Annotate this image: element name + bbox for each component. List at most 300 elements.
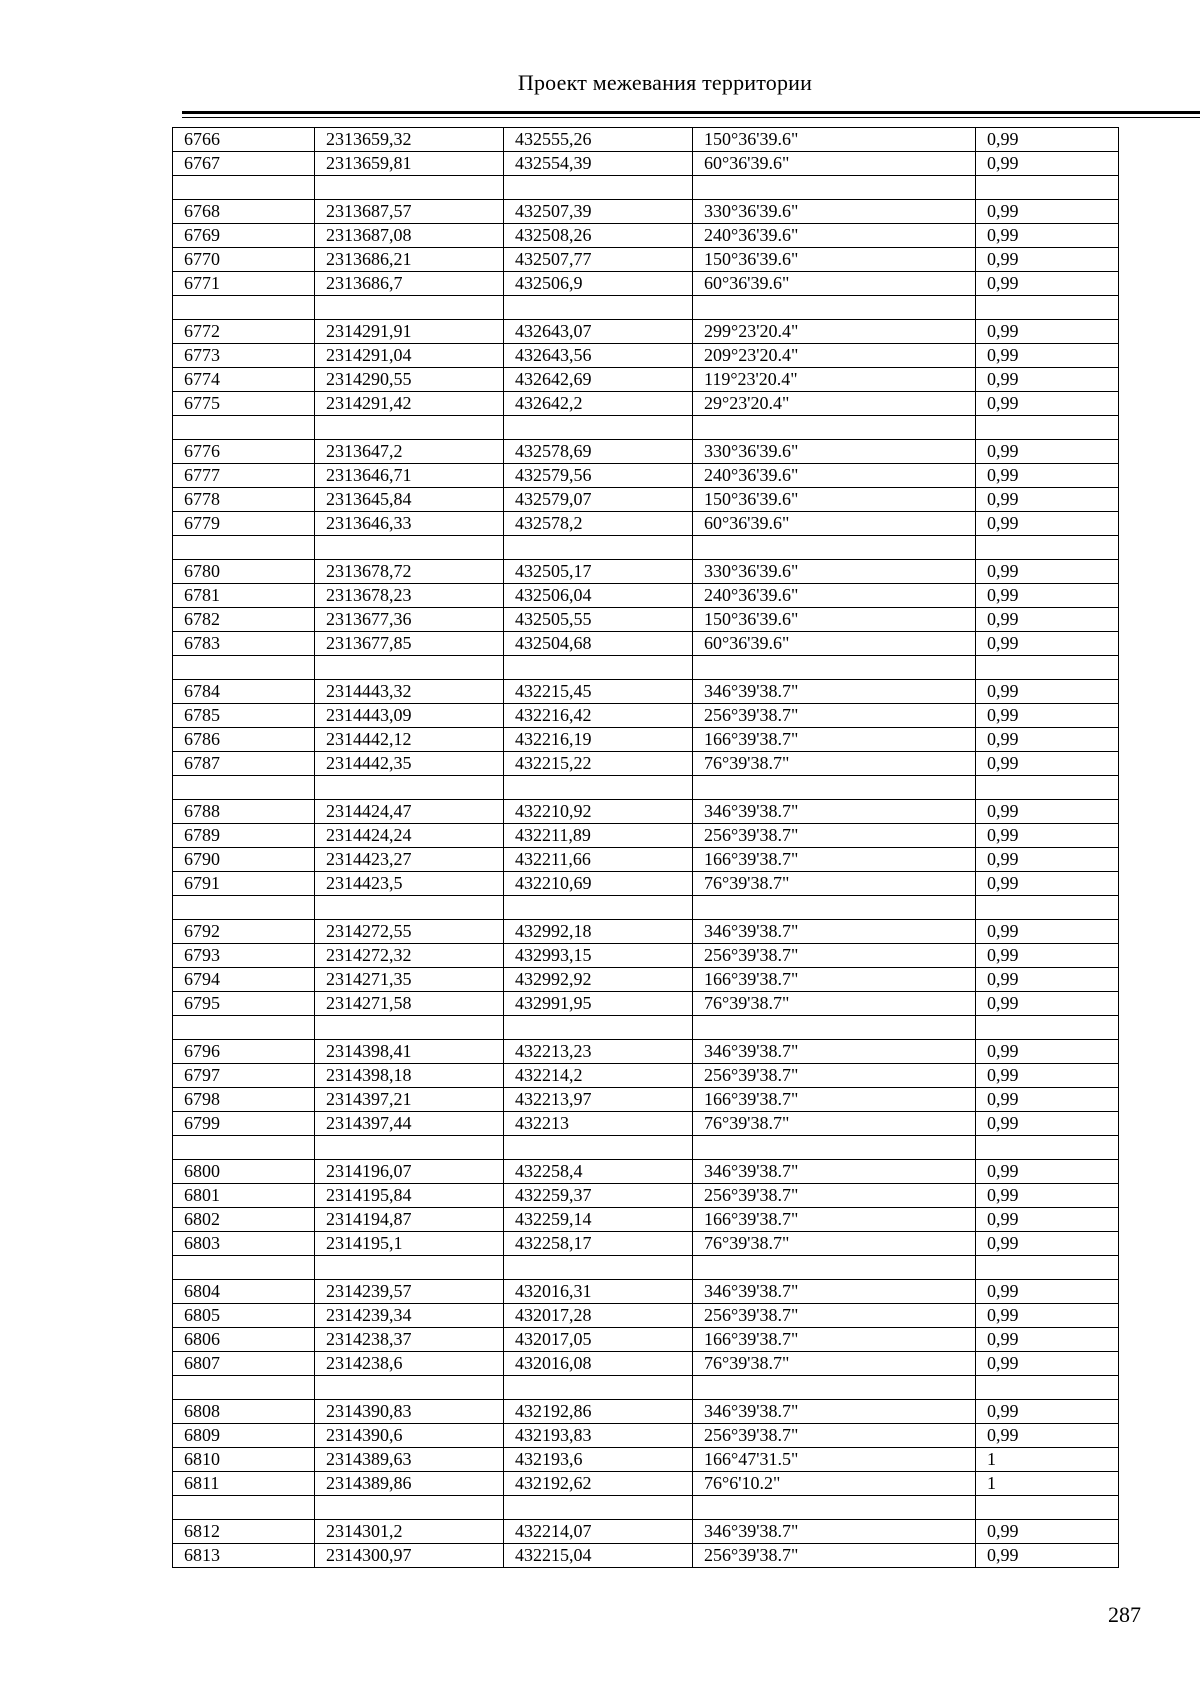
direction-angle-cell: 256°39'38.7" [693, 1304, 976, 1328]
coordinates-table-body [173, 128, 1119, 1568]
x-coordinate-cell: 2313645,84 [315, 488, 504, 512]
point-number-cell [173, 656, 315, 680]
length-cell: 0,99 [976, 824, 1119, 848]
x-coordinate-cell: 2313686,7 [315, 272, 504, 296]
y-coordinate-cell: 432642,2 [504, 392, 693, 416]
table-row [173, 608, 1119, 632]
y-coordinate-cell [504, 896, 693, 920]
x-coordinate-cell: 2313677,36 [315, 608, 504, 632]
x-coordinate-cell: 2314397,21 [315, 1088, 504, 1112]
length-cell: 0,99 [976, 272, 1119, 296]
point-number-cell: 6779 [173, 512, 315, 536]
length-cell: 0,99 [976, 560, 1119, 584]
x-coordinate-cell: 2314301,2 [315, 1520, 504, 1544]
point-number-cell: 6806 [173, 1328, 315, 1352]
x-coordinate-cell [315, 1376, 504, 1400]
x-coordinate-cell: 2314390,6 [315, 1424, 504, 1448]
table-separator-row [173, 1136, 1119, 1160]
direction-angle-cell: 256°39'38.7" [693, 1064, 976, 1088]
table-row [173, 632, 1119, 656]
table-row [173, 1232, 1119, 1256]
point-number-cell: 6784 [173, 680, 315, 704]
direction-angle-cell [693, 536, 976, 560]
point-number-cell [173, 776, 315, 800]
direction-angle-cell: 330°36'39.6" [693, 560, 976, 584]
x-coordinate-cell: 2313687,08 [315, 224, 504, 248]
x-coordinate-cell: 2314195,1 [315, 1232, 504, 1256]
direction-angle-cell: 256°39'38.7" [693, 944, 976, 968]
point-number-cell [173, 1016, 315, 1040]
direction-angle-cell: 330°36'39.6" [693, 440, 976, 464]
x-coordinate-cell: 2313678,23 [315, 584, 504, 608]
table-row [173, 704, 1119, 728]
table-row [173, 1088, 1119, 1112]
point-number-cell: 6795 [173, 992, 315, 1016]
direction-angle-cell: 256°39'38.7" [693, 1184, 976, 1208]
y-coordinate-cell: 432211,66 [504, 848, 693, 872]
point-number-cell: 6788 [173, 800, 315, 824]
point-number-cell: 6774 [173, 368, 315, 392]
table-row [173, 488, 1119, 512]
direction-angle-cell: 60°36'39.6" [693, 272, 976, 296]
y-coordinate-cell: 432215,04 [504, 1544, 693, 1568]
length-cell: 0,99 [976, 320, 1119, 344]
length-cell: 0,99 [976, 680, 1119, 704]
y-coordinate-cell: 432017,28 [504, 1304, 693, 1328]
x-coordinate-cell: 2313678,72 [315, 560, 504, 584]
table-row [173, 464, 1119, 488]
direction-angle-cell: 150°36'39.6" [693, 248, 976, 272]
length-cell: 0,99 [976, 224, 1119, 248]
length-cell: 0,99 [976, 128, 1119, 152]
point-number-cell: 6776 [173, 440, 315, 464]
y-coordinate-cell: 432992,92 [504, 968, 693, 992]
x-coordinate-cell: 2313646,33 [315, 512, 504, 536]
length-cell: 0,99 [976, 584, 1119, 608]
y-coordinate-cell: 432578,69 [504, 440, 693, 464]
direction-angle-cell: 330°36'39.6" [693, 200, 976, 224]
y-coordinate-cell: 432216,19 [504, 728, 693, 752]
table-row [173, 512, 1119, 536]
x-coordinate-cell: 2313646,71 [315, 464, 504, 488]
direction-angle-cell: 76°39'38.7" [693, 1232, 976, 1256]
x-coordinate-cell: 2314272,55 [315, 920, 504, 944]
length-cell: 0,99 [976, 152, 1119, 176]
y-coordinate-cell: 432215,22 [504, 752, 693, 776]
x-coordinate-cell: 2314291,42 [315, 392, 504, 416]
y-coordinate-cell [504, 176, 693, 200]
table-row [173, 128, 1119, 152]
x-coordinate-cell: 2314442,12 [315, 728, 504, 752]
direction-angle-cell [693, 896, 976, 920]
x-coordinate-cell [315, 896, 504, 920]
length-cell: 0,99 [976, 848, 1119, 872]
header-rule-thick [182, 111, 1200, 114]
length-cell: 0,99 [976, 440, 1119, 464]
table-separator-row [173, 1376, 1119, 1400]
direction-angle-cell: 76°39'38.7" [693, 1352, 976, 1376]
y-coordinate-cell: 432258,4 [504, 1160, 693, 1184]
table-row [173, 248, 1119, 272]
direction-angle-cell [693, 776, 976, 800]
direction-angle-cell [693, 1256, 976, 1280]
table-row [173, 560, 1119, 584]
length-cell [976, 896, 1119, 920]
y-coordinate-cell: 432016,31 [504, 1280, 693, 1304]
direction-angle-cell: 76°39'38.7" [693, 752, 976, 776]
length-cell: 0,99 [976, 920, 1119, 944]
point-number-cell [173, 176, 315, 200]
x-coordinate-cell: 2314389,86 [315, 1472, 504, 1496]
header-rule-thin [182, 117, 1200, 118]
y-coordinate-cell [504, 536, 693, 560]
x-coordinate-cell [315, 656, 504, 680]
x-coordinate-cell [315, 1136, 504, 1160]
point-number-cell [173, 1256, 315, 1280]
x-coordinate-cell: 2314291,04 [315, 344, 504, 368]
point-number-cell: 6790 [173, 848, 315, 872]
y-coordinate-cell: 432993,15 [504, 944, 693, 968]
y-coordinate-cell: 432214,07 [504, 1520, 693, 1544]
y-coordinate-cell: 432211,89 [504, 824, 693, 848]
point-number-cell: 6810 [173, 1448, 315, 1472]
point-number-cell: 6799 [173, 1112, 315, 1136]
length-cell [976, 776, 1119, 800]
direction-angle-cell: 60°36'39.6" [693, 512, 976, 536]
x-coordinate-cell: 2314271,58 [315, 992, 504, 1016]
point-number-cell: 6809 [173, 1424, 315, 1448]
y-coordinate-cell: 432992,18 [504, 920, 693, 944]
direction-angle-cell [693, 176, 976, 200]
direction-angle-cell: 346°39'38.7" [693, 920, 976, 944]
x-coordinate-cell: 2314424,24 [315, 824, 504, 848]
direction-angle-cell: 166°39'38.7" [693, 1088, 976, 1112]
length-cell [976, 176, 1119, 200]
length-cell [976, 536, 1119, 560]
point-number-cell: 6786 [173, 728, 315, 752]
table-row [173, 800, 1119, 824]
point-number-cell: 6797 [173, 1064, 315, 1088]
table-row [173, 1280, 1119, 1304]
point-number-cell: 6787 [173, 752, 315, 776]
y-coordinate-cell: 432579,56 [504, 464, 693, 488]
table-row [173, 1328, 1119, 1352]
point-number-cell: 6782 [173, 608, 315, 632]
length-cell: 0,99 [976, 1424, 1119, 1448]
direction-angle-cell: 166°39'38.7" [693, 848, 976, 872]
point-number-cell: 6792 [173, 920, 315, 944]
length-cell: 0,99 [976, 344, 1119, 368]
point-number-cell: 6775 [173, 392, 315, 416]
length-cell [976, 1136, 1119, 1160]
direction-angle-cell: 346°39'38.7" [693, 1280, 976, 1304]
y-coordinate-cell: 432507,39 [504, 200, 693, 224]
y-coordinate-cell: 432192,62 [504, 1472, 693, 1496]
point-number-cell [173, 896, 315, 920]
direction-angle-cell [693, 1496, 976, 1520]
point-number-cell: 6794 [173, 968, 315, 992]
table-separator-row [173, 896, 1119, 920]
point-number-cell: 6769 [173, 224, 315, 248]
y-coordinate-cell: 432991,95 [504, 992, 693, 1016]
table-row [173, 1304, 1119, 1328]
y-coordinate-cell: 432210,69 [504, 872, 693, 896]
x-coordinate-cell: 2314424,47 [315, 800, 504, 824]
point-number-cell: 6781 [173, 584, 315, 608]
length-cell: 0,99 [976, 1328, 1119, 1352]
length-cell: 0,99 [976, 608, 1119, 632]
y-coordinate-cell: 432555,26 [504, 128, 693, 152]
y-coordinate-cell [504, 1376, 693, 1400]
table-row [173, 1064, 1119, 1088]
point-number-cell: 6798 [173, 1088, 315, 1112]
y-coordinate-cell [504, 656, 693, 680]
y-coordinate-cell [504, 1016, 693, 1040]
y-coordinate-cell: 432213,23 [504, 1040, 693, 1064]
length-cell: 0,99 [976, 1184, 1119, 1208]
x-coordinate-cell: 2314398,41 [315, 1040, 504, 1064]
y-coordinate-cell: 432578,2 [504, 512, 693, 536]
table-row [173, 1520, 1119, 1544]
direction-angle-cell: 150°36'39.6" [693, 488, 976, 512]
point-number-cell: 6767 [173, 152, 315, 176]
x-coordinate-cell [315, 176, 504, 200]
table-row [173, 1448, 1119, 1472]
x-coordinate-cell: 2314443,32 [315, 680, 504, 704]
point-number-cell: 6791 [173, 872, 315, 896]
length-cell: 0,99 [976, 248, 1119, 272]
length-cell: 0,99 [976, 1160, 1119, 1184]
x-coordinate-cell [315, 1016, 504, 1040]
y-coordinate-cell: 432642,69 [504, 368, 693, 392]
y-coordinate-cell: 432017,05 [504, 1328, 693, 1352]
direction-angle-cell: 346°39'38.7" [693, 1400, 976, 1424]
x-coordinate-cell: 2313659,81 [315, 152, 504, 176]
table-row [173, 752, 1119, 776]
direction-angle-cell: 76°6'10.2" [693, 1472, 976, 1496]
x-coordinate-cell: 2314390,83 [315, 1400, 504, 1424]
length-cell [976, 1016, 1119, 1040]
table-row [173, 824, 1119, 848]
direction-angle-cell [693, 656, 976, 680]
x-coordinate-cell: 2314442,35 [315, 752, 504, 776]
table-separator-row [173, 656, 1119, 680]
direction-angle-cell: 346°39'38.7" [693, 1160, 976, 1184]
table-row [173, 224, 1119, 248]
length-cell [976, 416, 1119, 440]
table-row [173, 1160, 1119, 1184]
length-cell: 0,99 [976, 1208, 1119, 1232]
table-separator-row [173, 1256, 1119, 1280]
point-number-cell: 6768 [173, 200, 315, 224]
y-coordinate-cell: 432506,9 [504, 272, 693, 296]
x-coordinate-cell: 2313687,57 [315, 200, 504, 224]
direction-angle-cell [693, 1376, 976, 1400]
point-number-cell [173, 536, 315, 560]
table-row [173, 440, 1119, 464]
length-cell [976, 656, 1119, 680]
coordinates-table [172, 127, 1119, 1568]
y-coordinate-cell: 432193,6 [504, 1448, 693, 1472]
page-number: 287 [1108, 1602, 1141, 1627]
x-coordinate-cell: 2313686,21 [315, 248, 504, 272]
length-cell: 0,99 [976, 488, 1119, 512]
point-number-cell: 6804 [173, 1280, 315, 1304]
y-coordinate-cell: 432016,08 [504, 1352, 693, 1376]
table-row [173, 1472, 1119, 1496]
direction-angle-cell: 256°39'38.7" [693, 824, 976, 848]
y-coordinate-cell: 432192,86 [504, 1400, 693, 1424]
direction-angle-cell: 76°39'38.7" [693, 992, 976, 1016]
x-coordinate-cell: 2314290,55 [315, 368, 504, 392]
direction-angle-cell: 240°36'39.6" [693, 224, 976, 248]
direction-angle-cell: 256°39'38.7" [693, 704, 976, 728]
y-coordinate-cell: 432579,07 [504, 488, 693, 512]
point-number-cell: 6812 [173, 1520, 315, 1544]
length-cell: 0,99 [976, 1232, 1119, 1256]
direction-angle-cell [693, 1016, 976, 1040]
direction-angle-cell: 150°36'39.6" [693, 128, 976, 152]
y-coordinate-cell: 432216,42 [504, 704, 693, 728]
table-row [173, 944, 1119, 968]
table-row [173, 728, 1119, 752]
y-coordinate-cell: 432213,97 [504, 1088, 693, 1112]
length-cell: 0,99 [976, 872, 1119, 896]
table-row [173, 368, 1119, 392]
length-cell: 0,99 [976, 1040, 1119, 1064]
table-separator-row [173, 176, 1119, 200]
point-number-cell: 6770 [173, 248, 315, 272]
length-cell [976, 296, 1119, 320]
direction-angle-cell: 60°36'39.6" [693, 152, 976, 176]
direction-angle-cell: 209°23'20.4" [693, 344, 976, 368]
table-row [173, 848, 1119, 872]
table-row [173, 1112, 1119, 1136]
x-coordinate-cell [315, 536, 504, 560]
direction-angle-cell: 166°47'31.5" [693, 1448, 976, 1472]
direction-angle-cell: 346°39'38.7" [693, 1520, 976, 1544]
table-separator-row [173, 416, 1119, 440]
point-number-cell: 6805 [173, 1304, 315, 1328]
y-coordinate-cell: 432259,14 [504, 1208, 693, 1232]
point-number-cell: 6801 [173, 1184, 315, 1208]
length-cell: 0,99 [976, 728, 1119, 752]
direction-angle-cell: 150°36'39.6" [693, 608, 976, 632]
length-cell: 0,99 [976, 1520, 1119, 1544]
y-coordinate-cell: 432643,07 [504, 320, 693, 344]
x-coordinate-cell: 2314272,32 [315, 944, 504, 968]
table-row [173, 1400, 1119, 1424]
point-number-cell: 6802 [173, 1208, 315, 1232]
x-coordinate-cell: 2314398,18 [315, 1064, 504, 1088]
table-separator-row [173, 1496, 1119, 1520]
direction-angle-cell [693, 296, 976, 320]
point-number-cell: 6772 [173, 320, 315, 344]
table-separator-row [173, 296, 1119, 320]
direction-angle-cell: 119°23'20.4" [693, 368, 976, 392]
x-coordinate-cell: 2314291,91 [315, 320, 504, 344]
length-cell: 0,99 [976, 464, 1119, 488]
length-cell: 0,99 [976, 704, 1119, 728]
point-number-cell [173, 1136, 315, 1160]
table-separator-row [173, 1016, 1119, 1040]
table-row [173, 152, 1119, 176]
table-row [173, 1040, 1119, 1064]
direction-angle-cell: 256°39'38.7" [693, 1544, 976, 1568]
y-coordinate-cell [504, 1496, 693, 1520]
direction-angle-cell: 240°36'39.6" [693, 584, 976, 608]
table-row [173, 680, 1119, 704]
point-number-cell: 6813 [173, 1544, 315, 1568]
length-cell: 1 [976, 1472, 1119, 1496]
point-number-cell: 6780 [173, 560, 315, 584]
x-coordinate-cell: 2314195,84 [315, 1184, 504, 1208]
table-row [173, 272, 1119, 296]
direction-angle-cell: 346°39'38.7" [693, 680, 976, 704]
direction-angle-cell: 166°39'38.7" [693, 728, 976, 752]
y-coordinate-cell: 432259,37 [504, 1184, 693, 1208]
length-cell: 0,99 [976, 992, 1119, 1016]
table-row [173, 200, 1119, 224]
length-cell [976, 1496, 1119, 1520]
length-cell: 0,99 [976, 1352, 1119, 1376]
table-row [173, 392, 1119, 416]
y-coordinate-cell: 432215,45 [504, 680, 693, 704]
x-coordinate-cell: 2314194,87 [315, 1208, 504, 1232]
x-coordinate-cell: 2314423,27 [315, 848, 504, 872]
table-row [173, 1424, 1119, 1448]
y-coordinate-cell: 432258,17 [504, 1232, 693, 1256]
point-number-cell [173, 1376, 315, 1400]
point-number-cell: 6800 [173, 1160, 315, 1184]
table-row [173, 1208, 1119, 1232]
length-cell: 0,99 [976, 1400, 1119, 1424]
length-cell: 0,99 [976, 368, 1119, 392]
length-cell: 1 [976, 1448, 1119, 1472]
point-number-cell: 6778 [173, 488, 315, 512]
page-title: Проект межевания территории [517, 70, 813, 95]
x-coordinate-cell: 2314423,5 [315, 872, 504, 896]
y-coordinate-cell: 432504,68 [504, 632, 693, 656]
point-number-cell: 6789 [173, 824, 315, 848]
x-coordinate-cell: 2314271,35 [315, 968, 504, 992]
direction-angle-cell: 60°36'39.6" [693, 632, 976, 656]
table-row [173, 992, 1119, 1016]
direction-angle-cell: 166°39'38.7" [693, 968, 976, 992]
length-cell: 0,99 [976, 752, 1119, 776]
x-coordinate-cell: 2313677,85 [315, 632, 504, 656]
table-row [173, 320, 1119, 344]
length-cell: 0,99 [976, 1544, 1119, 1568]
y-coordinate-cell [504, 296, 693, 320]
y-coordinate-cell: 432505,17 [504, 560, 693, 584]
x-coordinate-cell [315, 1256, 504, 1280]
direction-angle-cell: 256°39'38.7" [693, 1424, 976, 1448]
point-number-cell: 6766 [173, 128, 315, 152]
y-coordinate-cell: 432505,55 [504, 608, 693, 632]
point-number-cell: 6793 [173, 944, 315, 968]
table-separator-row [173, 776, 1119, 800]
x-coordinate-cell: 2314238,37 [315, 1328, 504, 1352]
y-coordinate-cell [504, 776, 693, 800]
table-row [173, 584, 1119, 608]
point-number-cell: 6807 [173, 1352, 315, 1376]
direction-angle-cell: 346°39'38.7" [693, 800, 976, 824]
direction-angle-cell: 240°36'39.6" [693, 464, 976, 488]
x-coordinate-cell: 2314443,09 [315, 704, 504, 728]
table-separator-row [173, 536, 1119, 560]
direction-angle-cell: 166°39'38.7" [693, 1208, 976, 1232]
